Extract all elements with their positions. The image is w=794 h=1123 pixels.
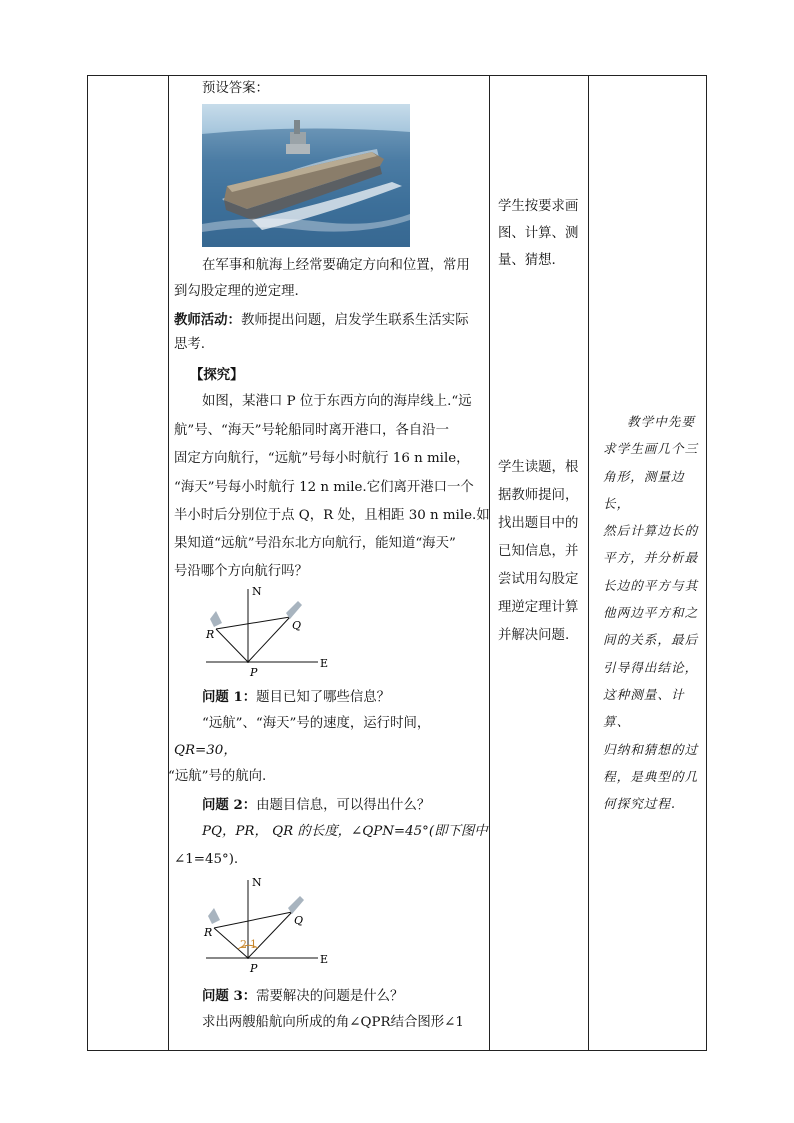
problem-line: 如图，某港口 P 位于东西方向的海岸线上.“远 <box>202 394 472 409</box>
text-line: 教学中先要 <box>627 414 695 429</box>
text-line: 据教师提问， <box>498 488 579 503</box>
label-n: N <box>252 585 262 598</box>
explore-heading: 【探究】 <box>190 367 244 383</box>
question-3-label: 问题 3： <box>202 988 257 1004</box>
teacher-activity-line2: 思考. <box>174 337 206 352</box>
problem-line: “海天”号每小时航行 12 n mile.它们离开港口一个 <box>174 480 474 495</box>
question-1 <box>202 686 390 709</box>
text-line: 长边的平方与其 <box>603 577 699 593</box>
text-line: 找出题目中的 <box>498 516 579 531</box>
teacher-activity-label: 教师活动： <box>174 312 241 328</box>
answer-1-line: “远航”、“海天”号的速度，运行时间， <box>202 716 431 731</box>
navigation-figure-2 <box>202 872 332 978</box>
problem-line: 号沿哪个方向航行吗？ <box>174 564 308 579</box>
design-intent-text <box>603 408 699 817</box>
problem-line: 航”号、“海天”号轮船同时离开港口，各自沿一 <box>174 423 449 438</box>
question-3 <box>202 985 403 1008</box>
question-2 <box>202 794 430 817</box>
answer-2-line: PQ，PR， QR 的长度，∠QPN=45°(即下图中 <box>202 824 488 839</box>
problem-line: 半小时后分别位于点 Q，R 处，且相距 30 n mile.如 <box>174 508 490 523</box>
paragraph-line: 到勾股定理的逆定理. <box>174 284 299 299</box>
aircraft-carrier-photo <box>202 104 410 247</box>
text-line: 理逆定理计算 <box>498 600 579 615</box>
col1-cell <box>88 76 168 1050</box>
label-q: Q <box>292 619 302 632</box>
answer-1-line: “远航”号的航向. <box>168 769 267 784</box>
text-line: 角形，测量边长， <box>603 468 685 511</box>
question-2-text: 由题目信息，可以得出什么？ <box>256 798 431 813</box>
angle-label-2: 2 <box>240 938 247 951</box>
text-line: 他两边平方和之 <box>603 605 699 621</box>
student-activity-block-2 <box>498 454 586 650</box>
text-line: 这种测量、计算、 <box>603 686 685 730</box>
text-line: 量、猜想. <box>498 253 556 268</box>
student-activity-cell <box>490 76 588 1050</box>
navigation-figure-1 <box>202 581 332 681</box>
answer-3-line: 求出两艘船航向所成的角∠QPR结合图形∠1 <box>202 1015 464 1030</box>
text-line: 已知信息，并 <box>498 544 579 559</box>
label-q: Q <box>294 914 304 927</box>
label-p: P <box>250 962 258 975</box>
label-n: N <box>252 876 262 889</box>
design-intent-cell <box>589 76 707 1050</box>
text-line: 何探究过程. <box>603 796 676 812</box>
question-3-text: 需要解决的问题是什么？ <box>256 989 404 1004</box>
student-activity-block-1 <box>498 193 586 274</box>
lesson-table <box>87 75 707 1051</box>
answer-1-line: QR=30， <box>174 743 237 758</box>
label-r: R <box>206 628 215 641</box>
teacher-activity-text: 教师提出问题，启发学生联系生活实际 <box>240 313 469 328</box>
text-line: 间的关系，最后 <box>603 632 699 648</box>
text-line: 平方，并分析最 <box>603 550 699 566</box>
label-r: R <box>204 926 213 939</box>
teaching-content-cell <box>168 76 489 1050</box>
text-line: 然后计算边长的 <box>603 523 699 539</box>
teacher-activity-line <box>174 309 469 332</box>
question-1-text: 题目已知了哪些信息？ <box>256 690 391 705</box>
question-1-label: 问题 1： <box>202 689 257 705</box>
angle-label-1: 1 <box>250 938 257 951</box>
text-line: 引导得出结论， <box>603 659 699 675</box>
label-p: P <box>250 666 258 679</box>
text-line: 尝试用勾股定 <box>498 572 579 587</box>
label-e: E <box>320 953 329 966</box>
paragraph-line: 在军事和航海上经常要确定方向和位置，常用 <box>202 258 470 273</box>
text-line: 求学生画几个三 <box>603 441 699 457</box>
label-e: E <box>320 657 329 670</box>
text-line: 图、计算、测 <box>498 226 579 241</box>
text-line: 学生按要求画 <box>498 199 579 214</box>
text-line: 学生读题，根 <box>498 460 579 475</box>
text-line: 并解决问题. <box>498 628 570 643</box>
problem-line: 果知道“远航”号沿东北方向航行，能知道“海天” <box>174 536 456 551</box>
text-line: 归纳和猜想的过 <box>603 741 699 757</box>
text-line: 程，是典型的几 <box>603 768 699 784</box>
problem-line: 固定方向航行，“远航”号每小时航行 16 n mile， <box>174 451 470 466</box>
question-2-label: 问题 2： <box>202 797 257 813</box>
preset-answer-label: 预设答案： <box>202 81 269 96</box>
answer-2-line: ∠1=45°). <box>174 852 239 867</box>
